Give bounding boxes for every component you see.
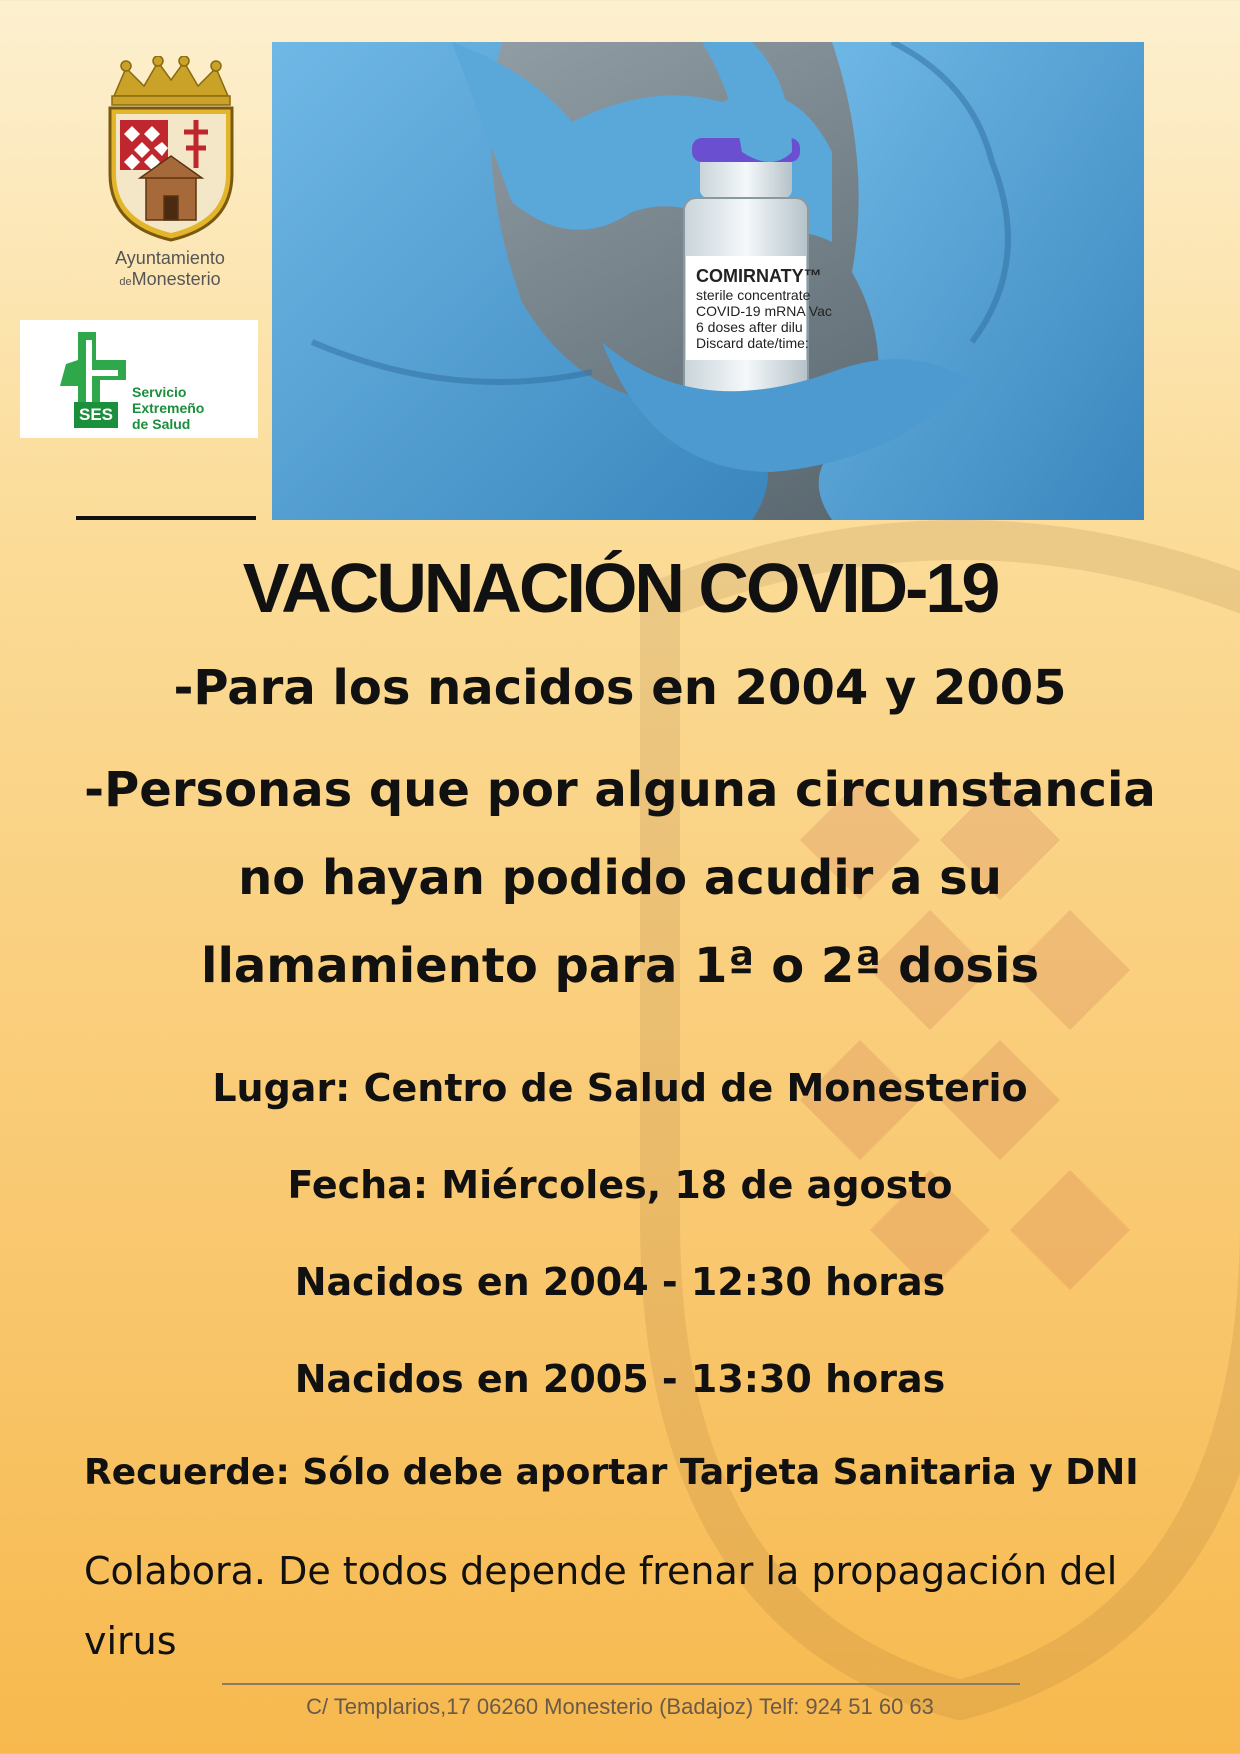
subtitle-line-3: llamamiento para 1ª o 2ª dosis bbox=[200, 938, 1040, 994]
vial-label-line-1: COMIRNATY™ bbox=[696, 266, 822, 286]
municipal-crest-logo bbox=[96, 56, 246, 246]
date-text: Fecha: Miércoles, 18 de agosto bbox=[287, 1163, 953, 1207]
caption-line-2 bbox=[90, 269, 250, 293]
vial-label-line-4: 6 doses after dilu bbox=[696, 319, 803, 335]
subtitle-line-2: no hayan podido acudir a su bbox=[238, 850, 1002, 906]
subtitle-line-1: -Personas que por alguna circunstancia bbox=[84, 762, 1156, 818]
closing-message: Colabora. De todos depende frenar la propagación del virus bbox=[84, 1549, 1118, 1663]
ses-line-1: Servicio bbox=[132, 384, 187, 400]
vial-label-line-5: Discard date/time: bbox=[696, 335, 809, 351]
caption-line-1: Ayuntamiento bbox=[115, 248, 225, 268]
ses-logo bbox=[20, 320, 258, 438]
reminder-text: Recuerde: Sólo debe aportar Tarjeta Sanitaria y DNI bbox=[84, 1452, 1139, 1493]
vial-label-line-3: COVID-19 mRNA Vac bbox=[696, 303, 832, 319]
place-text: Lugar: Centro de Salud de Monesterio bbox=[212, 1066, 1028, 1110]
schedule-2005: Nacidos en 2005 - 13:30 horas bbox=[294, 1357, 946, 1401]
footer-address: C/ Templarios,17 06260 Monesterio (Badajoz) Telf: 924 51 60 63 bbox=[306, 1694, 934, 1719]
vaccine-vial-photo bbox=[272, 42, 1144, 520]
municipality-caption bbox=[90, 248, 250, 293]
ses-line-3: de Salud bbox=[132, 416, 191, 432]
ses-text bbox=[132, 384, 204, 432]
footer-divider bbox=[222, 1683, 1020, 1685]
page-title: VACUNACIÓN COVID-19 bbox=[242, 549, 998, 627]
vial-label-line-2: sterile concentrate bbox=[696, 287, 811, 303]
caption-line-2-name: Monesterio bbox=[131, 269, 221, 289]
ses-badge: SES bbox=[74, 402, 118, 428]
divider-line bbox=[76, 516, 256, 520]
caption-line-2-prefix: de bbox=[119, 276, 132, 288]
subtitle-missed-appointment bbox=[40, 746, 1200, 1010]
subtitle-birth-years: -Para los nacidos en 2004 y 2005 bbox=[173, 660, 1067, 716]
ses-line-2: Extremeño bbox=[132, 400, 205, 416]
schedule-2004: Nacidos en 2004 - 12:30 horas bbox=[294, 1260, 946, 1304]
